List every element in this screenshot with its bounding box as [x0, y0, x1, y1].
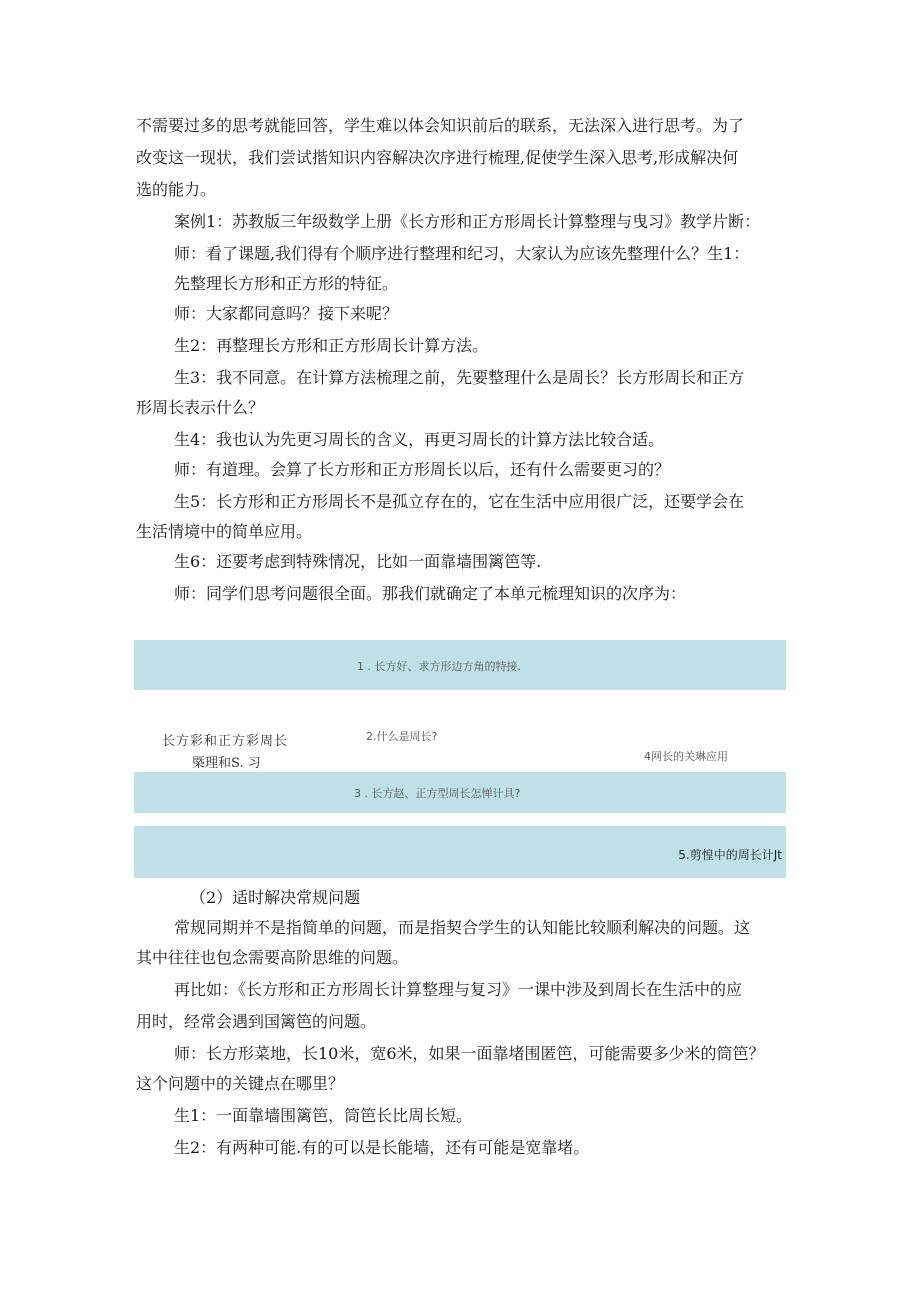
dialog-line: 师：有道理。会算了长方形和正方形周长以后，还有什么需要更习的？ — [174, 460, 671, 479]
paragraph-line: 选的能力。 — [136, 180, 217, 199]
dialog-line: 这个问题中的关键点在哪里？ — [136, 1074, 345, 1093]
paragraph-line: 再比如：《长方形和正方形周长计算整理与复习》一课中涉及到周长在生活中的应 — [174, 980, 743, 999]
dialog-line: 生1：一面靠墙围篱笆，筒笆长比周长短。 — [174, 1106, 473, 1125]
dialog-line: 师：大家都同意吗？接下来呢？ — [174, 304, 399, 323]
dialog-line: 师：长方形菜地，长10米，宽6米，如果一面靠堵围匿笆，可能需要多少米的筒笆？ — [174, 1044, 765, 1063]
band-item-1 — [134, 640, 786, 690]
case-heading: 案例1：苏教版三年级数学上册《长方形和正方形周长计算整理与曳习》教学片断： — [174, 212, 761, 231]
item-4-label: 4网长的关琳应用 — [644, 750, 728, 763]
dialog-line: 生4：我也认为先更习周长的含义，再更习周长的计算方法比较合适。 — [174, 430, 665, 449]
paragraph-line: 改变这一现状，我们尝试揩知识内容解决次序进行梳理,促使学生深入思考,形成解决何 — [136, 148, 739, 167]
dialog-line: 生5：长方形和正方形周长不是孤立存在的，它在生活中应用很广泛，还要学会在 — [174, 492, 745, 511]
root-label-line1: 长方彩和正方彩周长 — [162, 734, 289, 749]
dialog-line: 生6：还要考虑到特殊情况，比如一面靠墙围篱笆等. — [174, 552, 542, 571]
outline-diagram — [134, 640, 786, 880]
band-item-3 — [134, 772, 786, 813]
dialog-line: 师：看了课题,我们得有个顺序进行整理和纪习，大家认为应该先整理什么？生1： — [174, 244, 750, 263]
paragraph-line: 常规同期并不是指简单的问题，而是指契合学生的认知能比较顺利解决的问题。这 — [174, 918, 751, 937]
item-3-label: 3 . 长方赵、正方型周长怎惮计具? — [354, 787, 521, 800]
band-item-5 — [134, 826, 786, 878]
paragraph-line: 其中往往也包念需要高阶思维的问题。 — [136, 948, 409, 967]
dialog-line: 生2：再整理长方形和正方形周长计算方法。 — [174, 336, 489, 355]
dialog-line: 先整理长方形和正方形的特征。 — [174, 274, 399, 293]
item-5-label: 5.剪惶中的周长计Jt — [678, 848, 782, 862]
dialog-line: 生活情境中的简单应用。 — [136, 522, 313, 541]
paragraph-line: 用时，经常会遇到国篱笆的问题。 — [136, 1012, 377, 1031]
dialog-line: 形周长表示什么？ — [136, 398, 265, 417]
item-2-label: 2.什么是周长? — [366, 730, 438, 743]
paragraph-line: 不需要过多的思考就能回答，学生难以体会知识前后的联系，无法深入进行思考。为了 — [136, 116, 745, 135]
item-1-label: 1 . 长方好、求方形边方角的特接. — [357, 660, 521, 673]
dialog-line: 生2：有两种可能.有的可以是长能墙，还有可能是宽靠堵。 — [174, 1138, 590, 1157]
dialog-line: 师：同学们思考问题很全面。那我们就确定了本单元梳理知识的次序为： — [174, 584, 687, 603]
section-heading: （2）适时解决常规问题 — [190, 888, 361, 907]
dialog-line: 生3：我不同意。在计算方法梳理之前，先要整理什么是周长？长方形周长和正方 — [174, 368, 745, 387]
root-label-line2: 槩理和S. 习 — [192, 756, 261, 771]
